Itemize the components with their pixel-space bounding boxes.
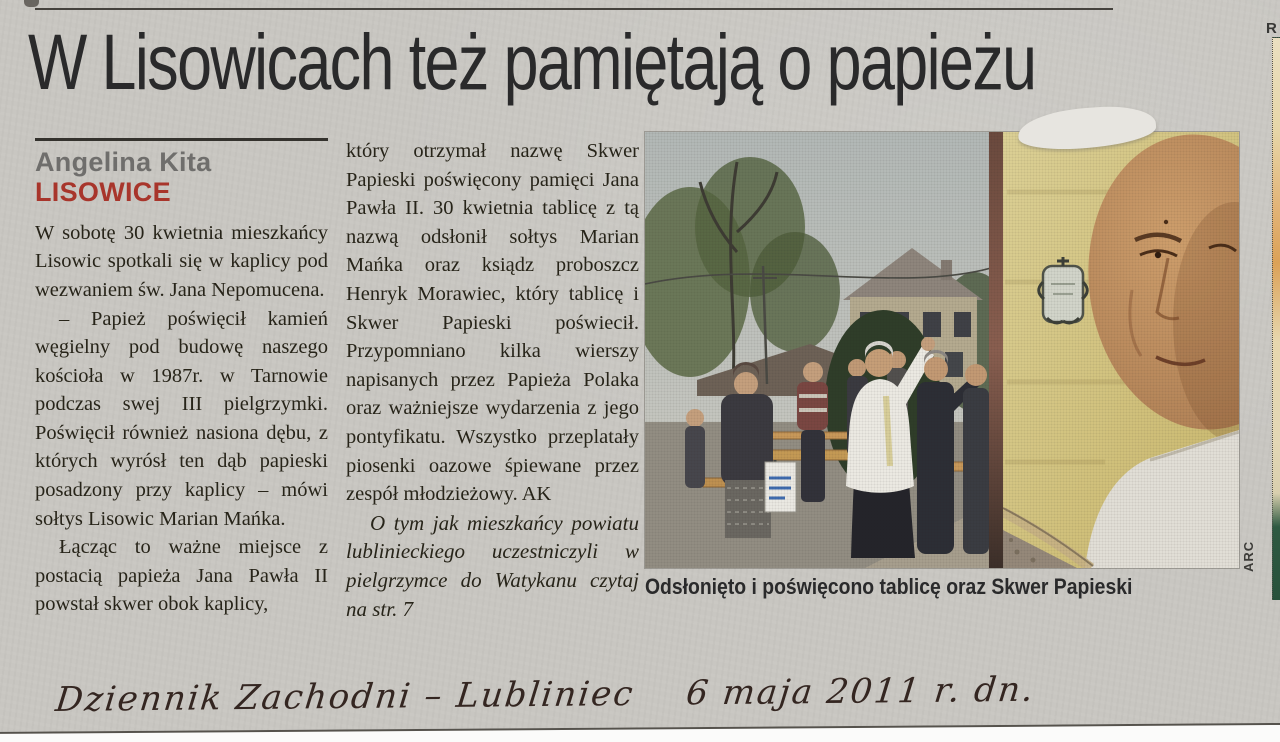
article-column-1 <box>35 134 328 619</box>
handwritten-annotation <box>54 670 1038 720</box>
adjacent-page-letter: R <box>1266 20 1277 37</box>
body-paragraph: – Papież poświęcił kamień węgielny pod budowę naszego kościoła w 1987r. w Tarnowie podczas swej III pielgrzymki. Poświęcił również nasiona dębu, z których wyrósł ten dąb papieski posadzony przy kaplicy – mówi sołtys Lisowic Marian Mańka. <box>35 307 328 530</box>
article-headline: W Lisowicach też pamiętają o papieżu <box>28 17 1036 106</box>
article-top-rule <box>35 8 1113 10</box>
handwriting-date: 6 maja 2011 r. dn. <box>684 669 1038 714</box>
body-paragraph: Łącząc to ważne miejsce z postacią papieża Jana Pawła II powstał skwer obok kaplicy, <box>35 536 328 616</box>
photo-scene <box>645 132 1239 568</box>
photo-credit: ARC <box>1241 540 1256 572</box>
adjacent-page-strip <box>1272 37 1280 600</box>
pope-mural-panel <box>1003 132 1239 568</box>
byline-rule <box>35 138 328 141</box>
author-name: Angelina Kita <box>35 147 212 177</box>
memorial-plaque <box>1039 257 1088 323</box>
related-story-note: O tym jak mieszkańcy powiatu lublinieckiego uczestniczyli w pielgrzymce do Watykanu czytaj na str. 7 <box>346 510 639 621</box>
article-column-2 <box>346 137 639 623</box>
photo-caption: Odsłonięto i poświęcono tablicę oraz Skwer Papieski <box>645 574 1133 599</box>
dateline-location: LISOWICE <box>35 177 171 208</box>
body-paragraph: W sobotę 30 kwietnia mieszkańcy Lisowic spotkali się w kaplicy pod wezwaniem św. Jana Nepomucena. <box>35 221 328 301</box>
article-photo <box>645 132 1239 568</box>
handwriting-source: Dziennik Zachodni – Lubliniec <box>53 673 637 721</box>
scanner-bed-edge <box>0 723 1280 742</box>
scan-smudge-mark <box>24 0 39 7</box>
body-paragraph: który otrzymał nazwę Skwer Papieski poświęcony pamięci Jana Pawła II. 30 kwietnia tablicę z tą nazwą odsłonił sołtys Marian Mańka oraz ksiądz proboszcz Henryk Morawiec, który tablicę i Skwer Papieski poświecił. Przypomniano kilka wierszy napisanych przez Papieża Polaka oraz ważniejsze wydarzenia z jego pontyfikatu. Wszystko przeplatały piosenki oazowe śpiewane przez zespół młodzieżowy. AK <box>346 140 639 506</box>
unveiling-scene <box>645 132 1015 568</box>
building-corner-edge <box>989 132 1005 568</box>
